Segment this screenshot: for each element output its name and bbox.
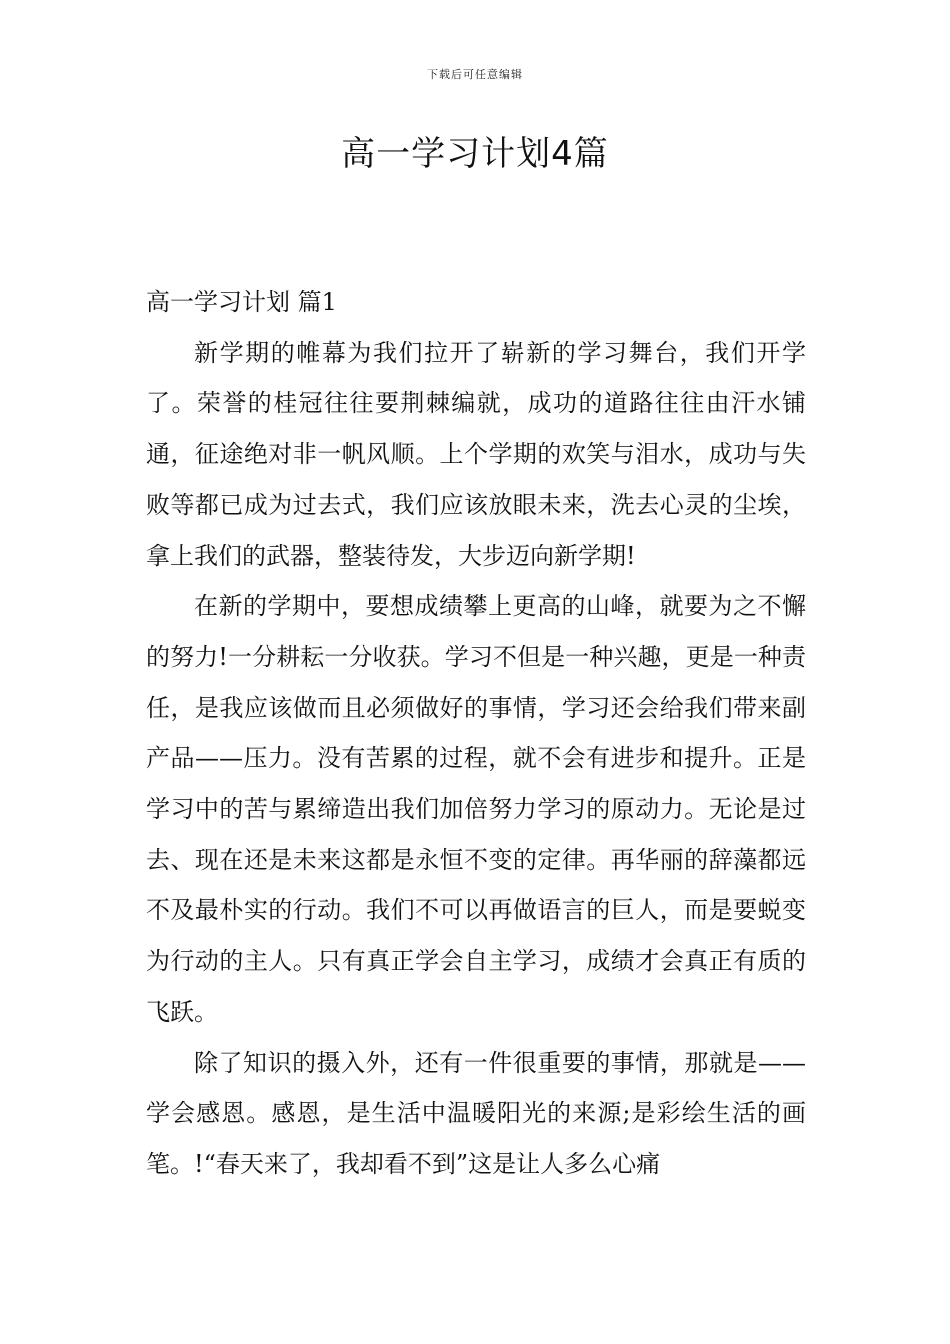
- paragraph-3: 除了知识的摄入外，还有一件很重要的事情，那就是——学会感恩。感恩，是生活中温暖阳光的来源;是彩绘生活的画笔。!“春天来了，我却看不到”这是让人多么心痛: [146, 1048, 806, 1178]
- document-title: 高一学习计划4篇: [341, 134, 609, 174]
- paragraph-1: 新学期的帷幕为我们拉开了崭新的学习舞台，我们开学了。荣誉的桂冠往往要荆棘编就，成功的道路往往由汗水铺通，征途绝对非一帆风顺。上个学期的欢笑与泪水，成功与失败等都已成为过去式，我们应该放眼未来，洗去心灵的尘埃，拿上我们的武器，整装待发，大步迈向新学期!: [146, 338, 806, 570]
- document-body: [146, 277, 806, 1190]
- paragraph-2: 在新的学期中，要想成绩攀上更高的山峰，就要为之不懈的努力!一分耕耘一分收获。学习不但是一种兴趣，更是一种责任，是我应该做而且必须做好的事情，学习还会给我们带来副产品——压力。没有苦累的过程，就不会有进步和提升。正是学习中的苦与累缔造出我们加倍努力学习的原动力。无论是过去、现在还是未来这都是永恒不变的定律。再华丽的辞藻都远不及最朴实的行动。我们不可以再做语言的巨人，而是要蜕变为行动的主人。只有真正学会自主学习，成绩才会真正有质的飞跃。: [146, 592, 806, 1026]
- section-heading: 高一学习计划 篇1: [146, 288, 337, 316]
- header-note: 下载后可任意编辑: [427, 68, 523, 81]
